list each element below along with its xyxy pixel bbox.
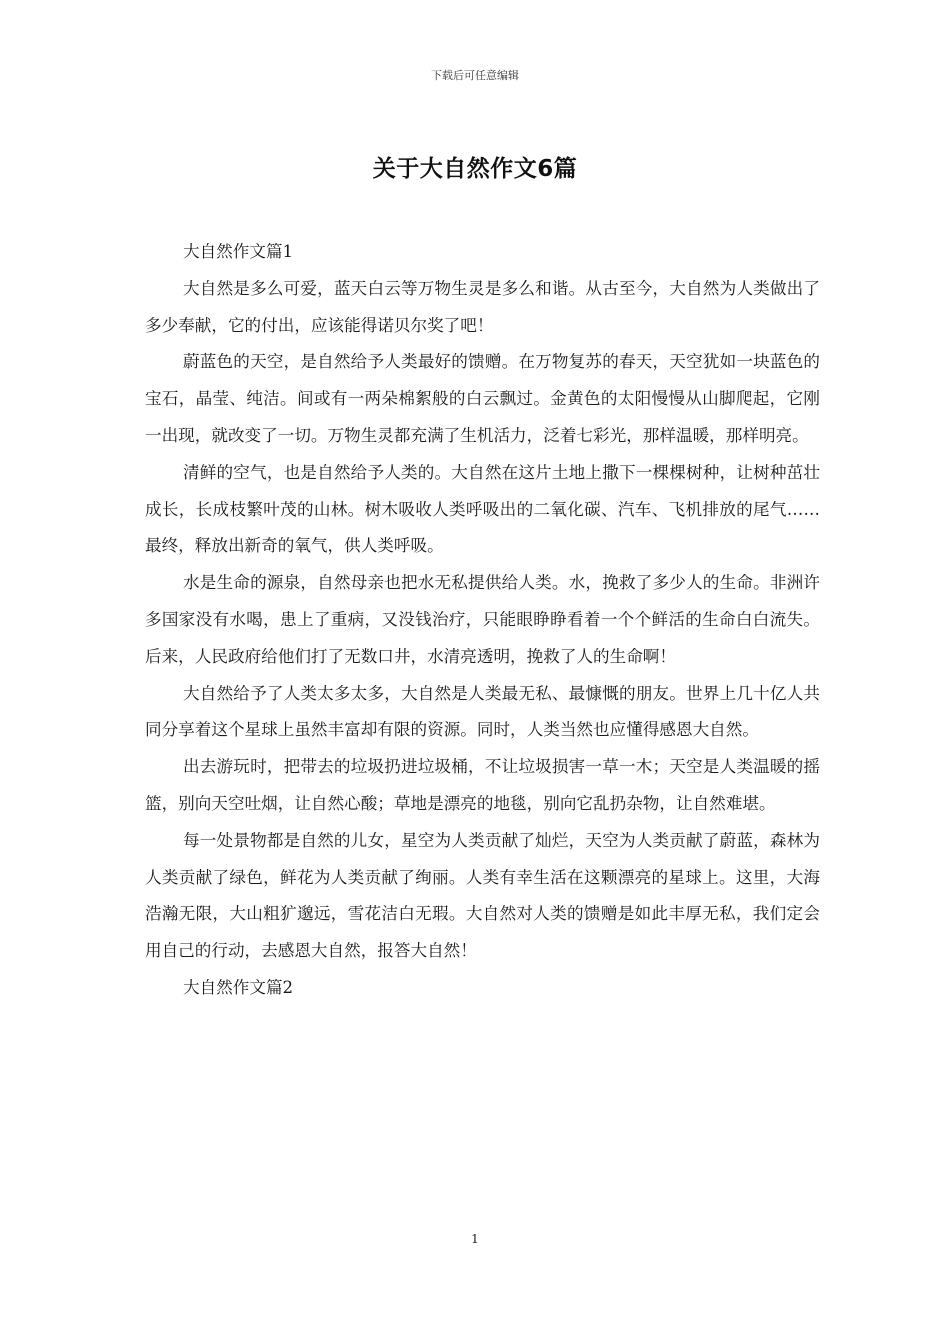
page-number: 1 [471,1232,479,1246]
document-title: 关于大自然作文6篇 [372,156,578,182]
paragraph: 蔚蓝色的天空，是自然给予人类最好的馈赠。在万物复苏的春天，天空犹如一块蓝色的宝石，晶莹、纯洁。间或有一两朵棉絮般的白云飘过。金黄色的太阳慢慢从山脚爬起，它刚一出现，就改变了一切。万物生灵都充满了生机活力，泛着七彩光，那样温暖，那样明亮。 [145,352,820,445]
section-heading: 大自然作文篇2 [183,977,294,997]
paragraph: 水是生命的源泉，自然母亲也把水无私提供给人类。水，挽救了多少人的生命。非洲许多国家没有水喝，患上了重病，又没钱治疗，只能眼睁睁看着一个个鲜活的生命白白流失。后来，人民政府给他们打了无数口井，水清亮透明，挽救了人的生命啊！ [145,573,820,666]
section-heading: 大自然作文篇1 [183,242,294,261]
header-note: 下载后可任意编辑 [431,69,519,82]
paragraph: 清鲜的空气，也是自然给予人类的。大自然在这片土地上撒下一棵棵树种，让树种茁壮成长，长成枝繁叶茂的山林。树木吸收人类呼吸出的二氧化碳、汽车、飞机排放的尾气……最终，释放出新奇的氧气，供人类呼吸。 [145,462,820,556]
paragraph: 大自然给予了人类太多太多，大自然是人类最无私、最慷慨的朋友。世界上几十亿人共同分享着这个星球上虽然丰富却有限的资源。同时，人类当然也应懂得感恩大自然。 [145,683,820,740]
paragraph: 每一处景物都是自然的儿女，星空为人类贡献了灿烂，天空为人类贡献了蔚蓝，森林为人类贡献了绿色，鲜花为人类贡献了绚丽。人类有幸生活在这颗漂亮的星球上。这里，大海浩瀚无限，大山粗犷邈远，雪花洁白无瑕。大自然对人类的馈赠是如此丰厚无私，我们定会用自己的行动，去感恩大自然，报答大自然！ [145,830,820,961]
document-body [145,234,820,1007]
paragraph: 大自然是多么可爱，蓝天白云等万物生灵是多么和谐。从古至今，大自然为人类做出了多少奉献，它的付出，应该能得诺贝尔奖了吧！ [145,278,820,335]
paragraph: 出去游玩时，把带去的垃圾扔进垃圾桶，不让垃圾损害一草一木；天空是人类温暖的摇篮，别向天空吐烟，让自然心酸；草地是漂亮的地毯，别向它乱扔杂物，让自然难堪。 [145,757,820,813]
